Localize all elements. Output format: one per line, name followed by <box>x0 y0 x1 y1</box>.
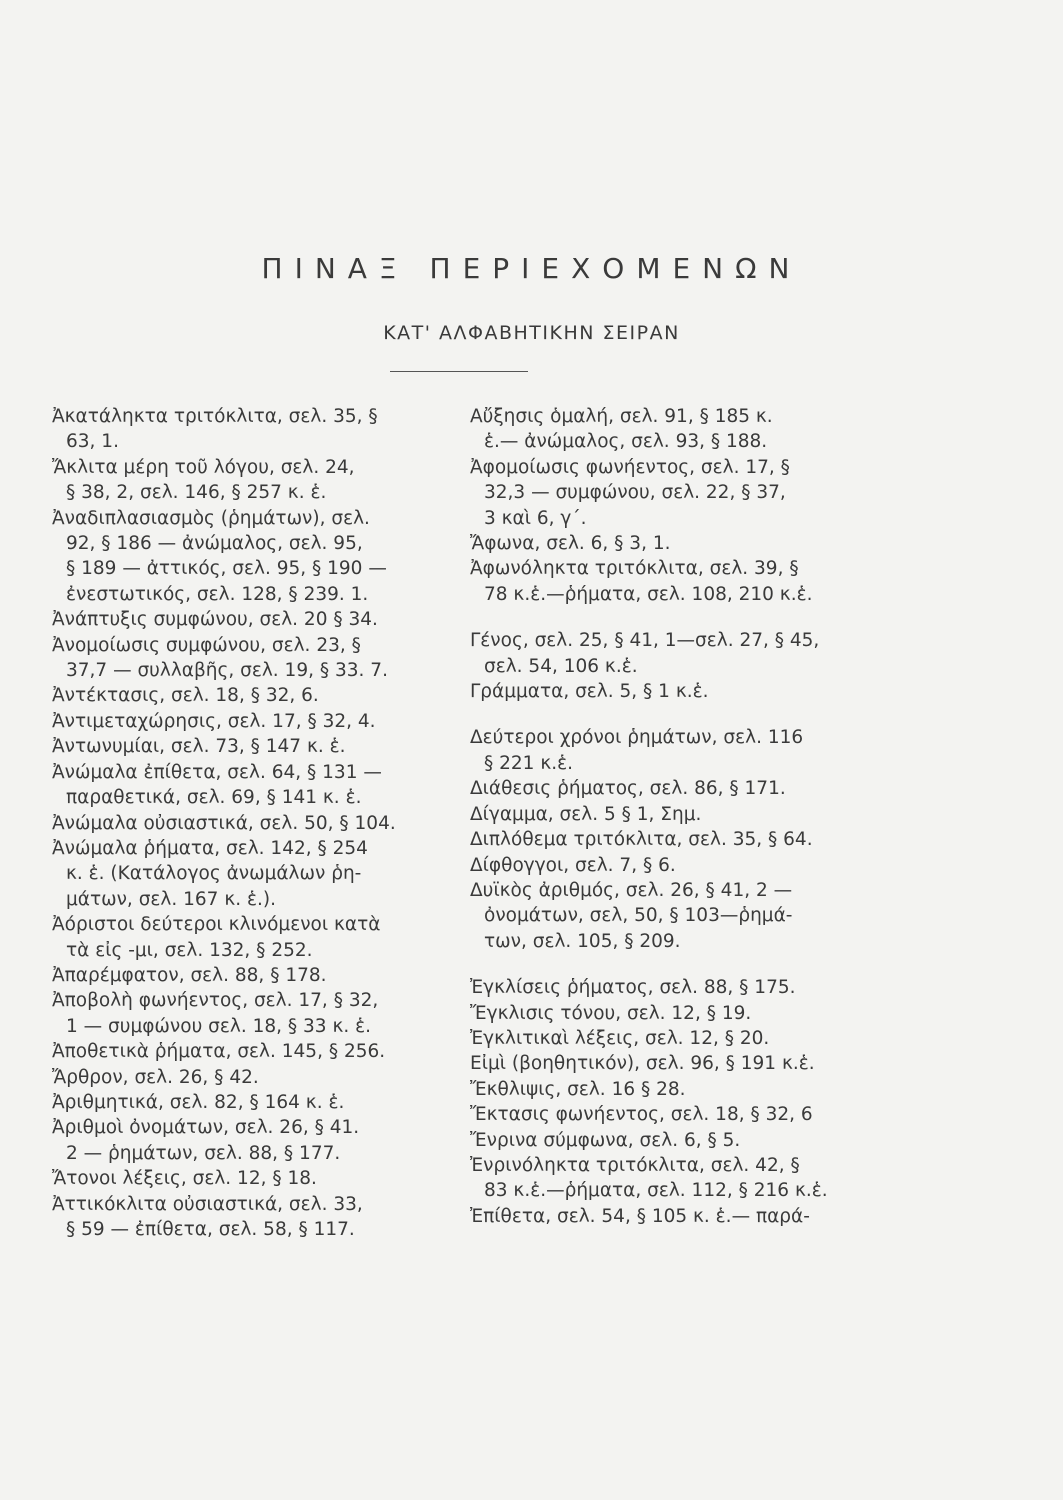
index-entry <box>470 531 920 556</box>
index-entry-line: Ἄκλιτα μέρη τοῦ λόγου, σελ. 24, <box>52 456 355 478</box>
index-entry-continuation: 78 κ.ἑ.—ῥήματα, σελ. 108, 210 κ.ἑ. <box>484 583 813 605</box>
index-entry <box>470 1153 920 1204</box>
index-entry-line: Ἔνρινα σύμφωνα, σελ. 6, § 5. <box>470 1129 741 1151</box>
index-entry <box>470 853 920 878</box>
section-gap <box>470 704 920 725</box>
index-entry <box>52 811 452 836</box>
index-entry <box>52 683 452 708</box>
index-entry <box>470 404 920 455</box>
index-entry <box>52 1166 452 1191</box>
index-entry <box>52 912 452 963</box>
index-entry-line: Ἄρθρον, σελ. 26, § 42. <box>52 1066 259 1088</box>
index-entry <box>470 1102 920 1127</box>
index-entry <box>52 607 452 632</box>
index-entry-line: Ἀντωνυμίαι, σελ. 73, § 147 κ. ἑ. <box>52 736 346 758</box>
index-entry <box>470 455 920 531</box>
index-entry-continuation: 63, 1. <box>66 431 119 453</box>
index-entry-line: Ἀριθμητικά, σελ. 82, § 164 κ. ἑ. <box>52 1091 345 1113</box>
index-entry-line: Ἀριθμοὶ ὀνομάτων, σελ. 26, § 41. <box>52 1117 360 1139</box>
index-entry-continuation: τὰ εἰς -μι, σελ. 132, § 252. <box>66 939 313 961</box>
index-entry <box>52 709 452 734</box>
index-column-right <box>470 404 920 1229</box>
index-entry-line: Ἐνρινόληκτα τριτόκλιτα, σελ. 42, § <box>470 1154 800 1176</box>
index-entry-continuation: § 59 — ἐπίθετα, σελ. 58, § 117. <box>66 1219 355 1240</box>
page-title: ΠΙΝΑΞ ΠΕΡΙΕΧΟΜΕΝΩΝ <box>261 252 802 285</box>
index-entry-line: Γένος, σελ. 25, § 41, 1—σελ. 27, § 45, <box>470 630 820 652</box>
index-entry <box>470 1026 920 1051</box>
index-entry <box>470 776 920 801</box>
index-entry <box>470 1204 920 1229</box>
index-entry-line: Ἐγκλίσεις ῥήματος, σελ. 88, § 175. <box>470 977 796 999</box>
index-entry-continuation: 83 κ.ἑ.—ῥήματα, σελ. 112, § 216 κ.ἑ. <box>484 1180 828 1202</box>
index-entry <box>470 679 920 704</box>
index-entry <box>470 1128 920 1153</box>
index-entry-line: Ἀπαρέμφατον, σελ. 88, § 178. <box>52 964 327 986</box>
index-entry <box>470 725 920 776</box>
section-gap <box>470 607 920 628</box>
index-entry-line: Δεύτεροι χρόνοι ῥημάτων, σελ. 116 <box>470 727 804 749</box>
index-entry-line: Ἀνώμαλα ἐπίθετα, σελ. 64, § 131 — <box>52 761 382 783</box>
index-entry-line: Ἀναδιπλασιασμὸς (ῥημάτων), σελ. <box>52 507 370 529</box>
index-entry-line: Ἀόριστοι δεύτεροι κλινόμενοι κατὰ <box>52 914 381 936</box>
index-entry <box>470 878 920 954</box>
index-entry-continuation: 37,7 — συλλαβῆς, σελ. 19, § 33. 7. <box>66 660 388 682</box>
index-entry <box>52 633 452 684</box>
index-entry-continuation: ἐνεστωτικός, σελ. 128, § 239. 1. <box>66 583 369 605</box>
page-subtitle: ΚΑΤ' ΑΛΦΑΒΗΤΙΚΗΝ ΣΕΙΡΑΝ <box>383 322 680 344</box>
index-entry-line: Διπλόθεμα τριτόκλιτα, σελ. 35, § 64. <box>470 829 813 851</box>
index-entry <box>470 975 920 1000</box>
index-entry <box>470 556 920 607</box>
index-entry <box>52 836 452 912</box>
index-entry <box>52 1115 452 1166</box>
index-entry <box>470 628 920 679</box>
index-entry-line: Ἀποθετικὰ ῥήματα, σελ. 145, § 256. <box>52 1041 386 1063</box>
section-gap <box>470 954 920 975</box>
index-entry-continuation: § 189 — ἀττικός, σελ. 95, § 190 — <box>66 558 387 580</box>
index-entry-continuation: σελ. 54, 106 κ.ἑ. <box>484 655 638 677</box>
index-entry-line: Ἀποβολὴ φωνήεντος, σελ. 17, § 32, <box>52 990 379 1012</box>
index-entry-line: Ἀντιμεταχώρησις, σελ. 17, § 32, 4. <box>52 710 376 732</box>
index-entry-line: Ἀφωνόληκτα τριτόκλιτα, σελ. 39, § <box>470 558 799 580</box>
index-entry-continuation: κ. ἑ. (Κατάλογος ἀνωμάλων ῥη- <box>66 863 362 885</box>
index-entry <box>470 1051 920 1076</box>
index-entry-continuation: μάτων, σελ. 167 κ. ἑ.). <box>66 888 276 910</box>
title-divider <box>390 371 528 372</box>
index-entry-continuation: 1 — συμφώνου σελ. 18, § 33 κ. ἑ. <box>66 1015 371 1037</box>
index-entry <box>52 963 452 988</box>
index-entry-line: Ἀκατάληκτα τριτόκλιτα, σελ. 35, § <box>52 406 378 427</box>
index-entry-line: Δίγαμμα, σελ. 5 § 1, Σημ. <box>470 803 702 825</box>
index-entry-continuation: 92, § 186 — ἀνώμαλος, σελ. 95, <box>66 533 363 555</box>
index-entry-continuation: 3 καὶ 6, γ΄. <box>484 507 587 529</box>
index-entry <box>52 734 452 759</box>
index-entry-line: Ἐγκλιτικαὶ λέξεις, σελ. 12, § 20. <box>470 1027 770 1049</box>
index-entry-line: Ἀνώμαλα ῥήματα, σελ. 142, § 254 <box>52 837 368 859</box>
index-entry-line: Ἀττικόκλιτα οὐσιαστικά, σελ. 33, <box>52 1193 363 1215</box>
index-entry-line: Ἄφωνα, σελ. 6, § 3, 1. <box>470 533 671 555</box>
index-entry <box>470 802 920 827</box>
index-entry-line: Ἀνάπτυξις συμφώνου, σελ. 20 § 34. <box>52 609 378 631</box>
index-entry <box>52 1039 452 1064</box>
index-entry-line: Διάθεσις ῥήματος, σελ. 86, § 171. <box>470 778 786 800</box>
index-entry-line: Ἔκθλιψις, σελ. 16 § 28. <box>470 1078 686 1100</box>
index-entry-line: Εἰμὶ (βοηθητικόν), σελ. 96, § 191 κ.ἑ. <box>470 1053 815 1075</box>
index-entry <box>470 1077 920 1102</box>
index-entry-line: Ἀνώμαλα οὐσιαστικά, σελ. 50, § 104. <box>52 812 396 834</box>
index-entry <box>52 506 452 608</box>
index-entry <box>52 1065 452 1090</box>
index-entry-continuation: 32,3 — συμφώνου, σελ. 22, § 37, <box>484 482 786 504</box>
index-entry-continuation: παραθετικά, σελ. 69, § 141 κ. ἑ. <box>66 787 362 809</box>
index-entry-line: Ἐπίθετα, σελ. 54, § 105 κ. ἑ.— παρά- <box>470 1205 810 1227</box>
index-entry-line: Αὔξησις ὁμαλή, σελ. 91, § 185 κ. <box>470 406 773 427</box>
index-entry-line: Γράμματα, σελ. 5, § 1 κ.ἑ. <box>470 681 709 703</box>
index-entry <box>470 827 920 852</box>
index-entry-line: Ἀφομοίωσις φωνήεντος, σελ. 17, § <box>470 456 790 478</box>
index-entry <box>52 1090 452 1115</box>
index-entry-continuation: 2 — ῥημάτων, σελ. 88, § 177. <box>66 1142 341 1164</box>
index-entry <box>470 1001 920 1026</box>
index-entry-line: Ἔγκλισις τόνου, σελ. 12, § 19. <box>470 1002 752 1024</box>
index-column-left <box>52 404 452 1242</box>
index-entry <box>52 1192 452 1243</box>
index-entry-continuation: § 38, 2, σελ. 146, § 257 κ. ἑ. <box>66 482 327 504</box>
index-entry <box>52 404 452 455</box>
index-entry-continuation: των, σελ. 105, § 209. <box>484 930 681 952</box>
index-entry-continuation: § 221 κ.ἑ. <box>484 752 573 774</box>
index-entry-line: Ἄτονοι λέξεις, σελ. 12, § 18. <box>52 1168 317 1190</box>
index-entry-line: Ἀντέκτασις, σελ. 18, § 32, 6. <box>52 685 319 707</box>
index-entry <box>52 455 452 506</box>
index-entry-continuation: ὀνομάτων, σελ, 50, § 103—ῥημά- <box>484 905 793 927</box>
index-entry-continuation: ἑ.— ἀνώμαλος, σελ. 93, § 188. <box>484 431 768 453</box>
index-entry-line: Ἔκτασις φωνήεντος, σελ. 18, § 32, 6 <box>470 1104 813 1126</box>
index-entry-line: Ἀνομοίωσις συμφώνου, σελ. 23, § <box>52 634 361 656</box>
index-entry-line: Δυϊκὸς ἀριθμός, σελ. 26, § 41, 2 — <box>470 879 793 901</box>
index-entry <box>52 760 452 811</box>
index-entry <box>52 988 452 1039</box>
index-entry-line: Δίφθογγοι, σελ. 7, § 6. <box>470 854 676 876</box>
